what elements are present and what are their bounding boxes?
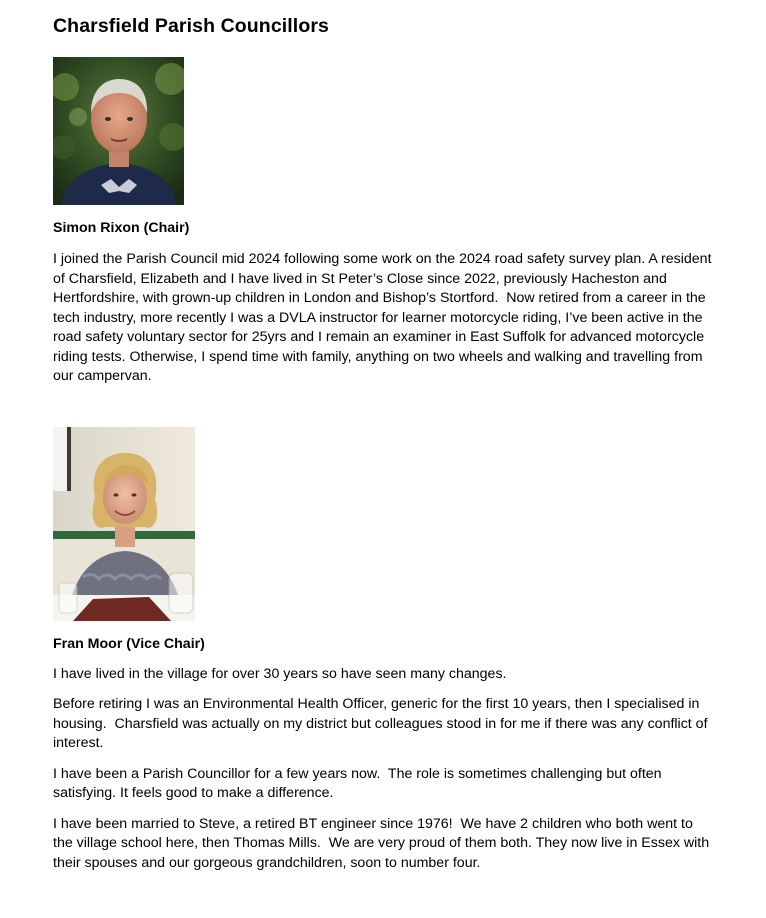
councillor-bio-paragraph: I have been a Parish Councillor for a few years now. The role is sometimes challenging but often satisfying. It feels good to make a difference.: [53, 765, 666, 801]
portrait-woman-icon: [53, 427, 195, 621]
councillor-bio-paragraph: I have been married to Steve, a retired BT engineer since 1976! We have 2 children who both went to the village school here, then Thomas Mills. We are very proud of them both. They now live in Essex with their spouses and our gorgeous grandchildren, soon to number four.: [53, 815, 714, 871]
councillor-name: Fran Moor (Vice Chair): [53, 635, 205, 652]
councillor-bio-paragraph: I joined the Parish Council mid 2024 following some work on the 2024 road safety survey plan. A resident of Charsfield, Elizabeth and I have lived in St Peter’s Close since 2022, previously Hacheston and Hertfordshire, with grown-up children in London and Bishop’s Stortford. Now retired from a career in the tech industry, more recently I was a DVLA instructor for learner motorcycle riding, I’ve been active in the road safety voluntary sector for 25yrs and I remain an examiner in East Suffolk for advanced motorcycle riding tests. Otherwise, I spend time with family, anything on two wheels and walking and travelling from our campervan.: [53, 251, 716, 384]
portrait-man-icon: [53, 57, 184, 205]
councillors-page: [53, 12, 716, 873]
councillor-name: Simon Rixon (Chair): [53, 220, 190, 236]
page-title: Charsfield Parish Councillors: [53, 15, 329, 37]
councillor-bio-paragraph: Before retiring I was an Environmental Health Officer, generic for the first 10 years, then I specialised in housing. Charsfield was actually on my district but colleagues stood in for me if there was any conflict of interest.: [53, 696, 712, 751]
councillor-bio-paragraph: I have lived in the village for over 30 years so have seen many changes.: [53, 665, 507, 682]
